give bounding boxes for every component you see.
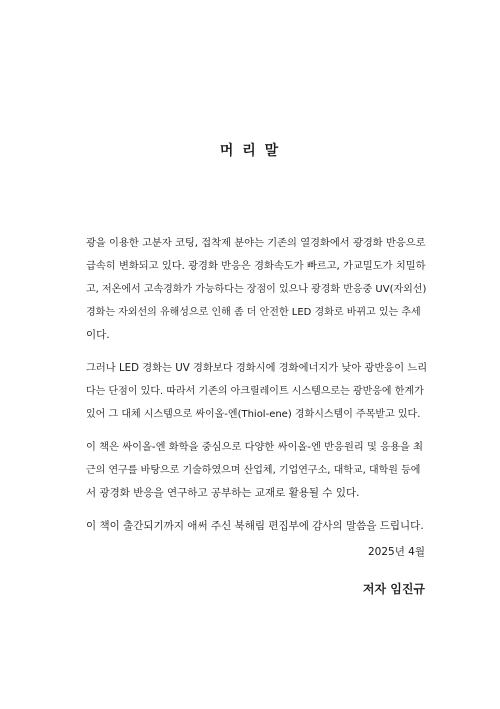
paragraph-line: 경화는 자외선의 유해성으로 인해 좀 더 안전한 LED 경화로 바뀌고 있는 추세 <box>86 307 421 318</box>
paragraph-line: 이 책은 싸이올-엔 화학을 중심으로 다양한 싸이올-엔 반응원리 및 응용을 최 <box>86 441 424 453</box>
paragraph-line: 서 광경화 반응을 연구하고 공부하는 교재로 활용될 수 있다. <box>86 487 360 499</box>
author-signature: 저자 임진규 <box>362 582 425 596</box>
paragraph-line: 다는 단점이 있다. 따라서 기존의 아크릴레이트 시스템으로는 광반응에 한계가 <box>86 386 424 397</box>
paragraph-line: 그러나 LED 경화는 UV 경화보다 경화시에 경화에너지가 낮아 광반응이 느리 <box>86 362 428 374</box>
paragraph-2 <box>86 357 428 426</box>
paragraph-4 <box>86 515 428 538</box>
paragraph-line: 있어 그 대체 시스템으로 싸이올-엔(Thiol-ene) 경화시스템이 주목받고 있다. <box>86 409 421 420</box>
paragraph-line: 고, 저온에서 고속경화가 가능하다는 장점이 있으나 광경화 반응중 UV(자외선) <box>86 284 427 295</box>
preface-body <box>86 232 428 548</box>
paragraph-line: 이다. <box>86 329 110 341</box>
paragraph-line: 이 책이 출간되기까지 애써 주신 북해림 편집부에 감사의 말씀을 드립니다. <box>86 520 424 532</box>
paragraph-line: 급속히 변화되고 있다. 광경화 반응은 경화속도가 빠르고, 가교밀도가 치밀하 <box>86 260 426 272</box>
paragraph-3 <box>86 436 428 505</box>
paragraph-1 <box>86 232 428 347</box>
paragraph-line: 근의 연구를 바탕으로 기술하였으며 산업체, 기업연구소, 대학교, 대학원 등에 <box>86 465 421 476</box>
publication-date: 2025년 4월 <box>367 546 425 558</box>
paragraph-line: 광을 이용한 고분자 코팅, 접착제 분야는 기존의 열경화에서 광경화 반응으로 <box>86 237 426 249</box>
page-title: 머 리 말 <box>219 143 281 159</box>
